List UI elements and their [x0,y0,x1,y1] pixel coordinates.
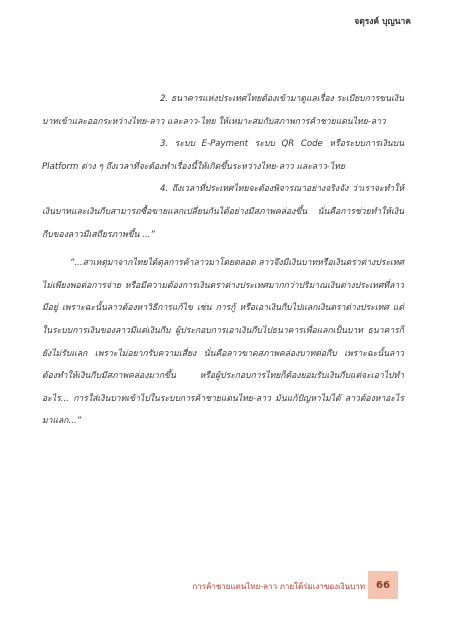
running-header-author: จตุรงค์ บุญนาค [354,17,411,27]
page-number: 66 [376,579,390,591]
page-footer [0,571,453,601]
footer-book-title: การค้าชายแดนไทย-ลาว ภายใต้ร่มเงาของเงินบาท [192,582,365,591]
paragraph-point-3: 3. ระบบ E-Payment ระบบ QR Code หรือระบบการเงินบน Platform ต่าง ๆ ถึงเวลาที่จะต้องทำเรื่องนี้ให้เกิดขึ้นระหว่างไทย-ลาว และลาว-ไทย [42,139,404,172]
body-text [42,88,404,433]
paragraph-quote: “...สาเหตุมาจากไทยได้ดุลการค้าลาวมาโดยตลอด ลาวจึงมีเงินบาทหรือเงินตราต่างประเทศไม่เพียงพอต่อการจ่าย หรือมีความต้องการเงินตราต่างประเทศมากกว่าปริมาณเงินต่างประเทศที่ลาวมีอยู่ เพราะฉะนั้นลาวต้องหาวิธีการแก้ไข เช่น การกู้ หรือเอาเงินกีบไปแลกเงินตราต่างประเทศ แต่ในระบบการเงินของลาวมีแต่เงินกีบ ผู้ประกอบการเอาเงินกีบไปธนาคารเพื่อแลกเป็นบาท ธนาคารก็ยังไม่รับแลก เพราะไม่อยากรับความเสี่ยง นั่นคือลาวขาดสภาพคล่องบาทต่อกีบ เพราะฉะนั้นลาวต้องทำให้เงินกีบมีสภาพคล่องมากขึ้น หรือผู้ประกอบการไทยก็ต้องยอมรับเงินกีบแต่จะเอาไปทำอะไร... การใส่เงินบาทเข้าไปในระบบการค้าชายแดนไทย-ลาว มันแก้ปัญหาไม่ได้ ลาวต้องหาอะไรมาแลก...” [42,258,404,427]
paragraph-point-2: 2. ธนาคารแห่งประเทศไทยต้องเข้ามาดูแลเรื่อง ระเบียบการขนเงินบาทเข้าและออกระหว่างไทย-ลาว และลาว-ไทย ให้เหมาะสมกับสภาพการค้าชายแดนไทย-ลาว [42,94,404,127]
page-number-badge [368,571,398,599]
paragraph-point-4: 4. ถึงเวลาที่ประเทศไทยจะต้องพิจารณาอย่างจริงจัง ว่าเราจะทำให้เงินบาทและเงินกีบสามารถซื้อขายแลกเปลี่ยนกันได้อย่างมีสภาพคล่องขึ้น นั่นคือการช่วยทำให้เงินกีบของลาวมีเสถียรภาพขึ้น ...” [42,184,404,240]
